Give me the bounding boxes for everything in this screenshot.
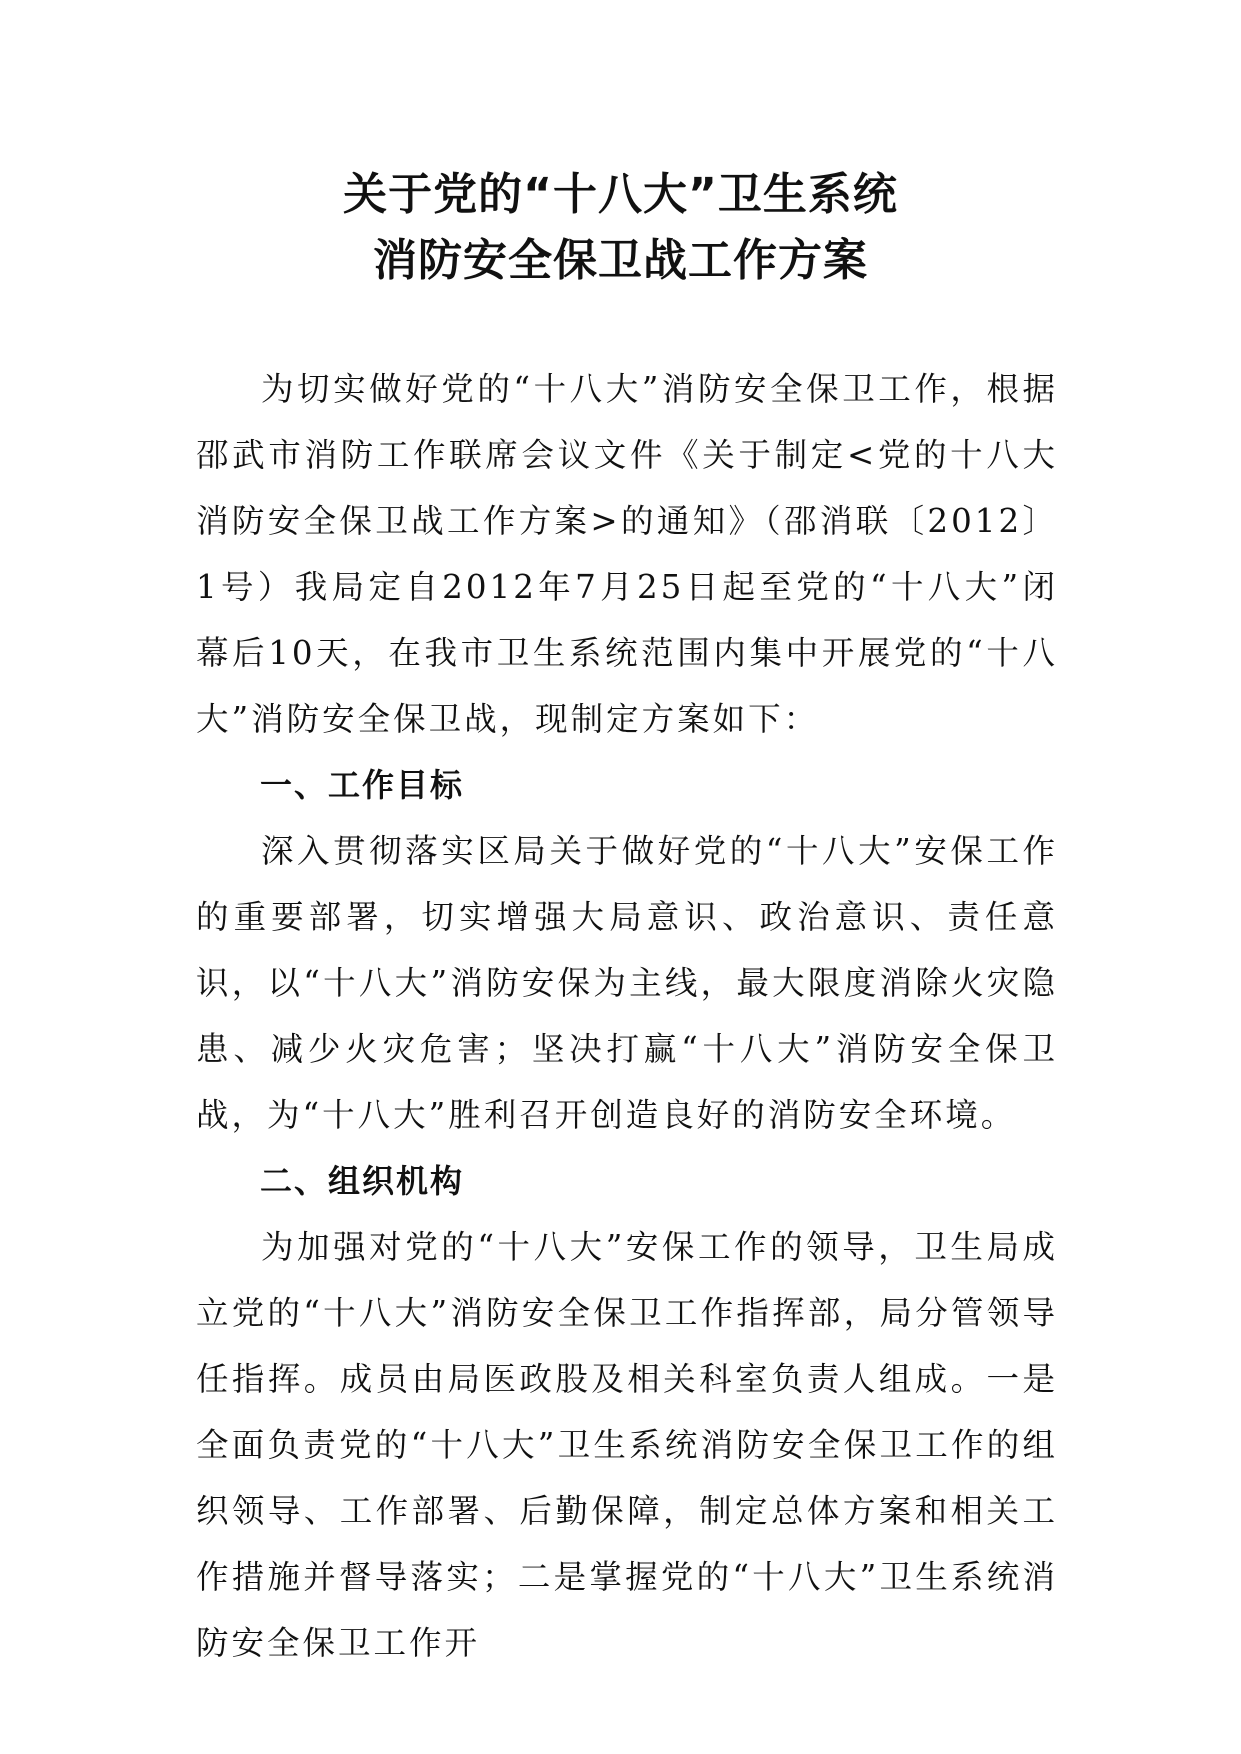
section-paragraph-organization: 为加强对党的“十八大”安保工作的领导，卫生局成立党的“十八大”消防安全保卫工作指挥部，局分管领导任指挥。成员由局医政股及相关科室负责人组成。一是全面负责党的“十八大”卫生系统消防安全保卫工作的组织领导、工作部署、后勤保障，制定总体方案和相关工作措施并督导落实；二是掌握党的“十八大”卫生系统消防安全保卫工作开	[196, 1228, 1058, 1662]
document-title-line2: 消防安全保卫战工作方案	[373, 235, 868, 286]
section-heading-goals: 一、工作目标	[260, 766, 465, 804]
section-heading-organization: 二、组织机构	[260, 1162, 465, 1200]
intro-paragraph: 为切实做好党的“十八大”消防安全保卫工作，根据邵武市消防工作联席会议文件《关于制定<党的十八大消防安全保卫战工作方案>的通知》（邵消联〔2012〕1号）我局定自2012年7月25日起至党的“十八大”闭幕后10天，在我市卫生系统范围内集中开展党的“十八大”消防安全保卫战，现制定方案如下：	[196, 370, 1058, 738]
section-paragraph-goals: 深入贯彻落实区局关于做好党的“十八大”安保工作的重要部署，切实增强大局意识、政治意识、责任意识，以“十八大”消防安保为主线，最大限度消除火灾隐患、减少火灾危害；坚决打赢“十八大”消防安全保卫战，为“十八大”胜利召开创造良好的消防安全环境。	[196, 832, 1058, 1134]
document-body	[196, 356, 1058, 1676]
document-title-line1: 关于党的“十八大”卫生系统	[343, 169, 898, 220]
